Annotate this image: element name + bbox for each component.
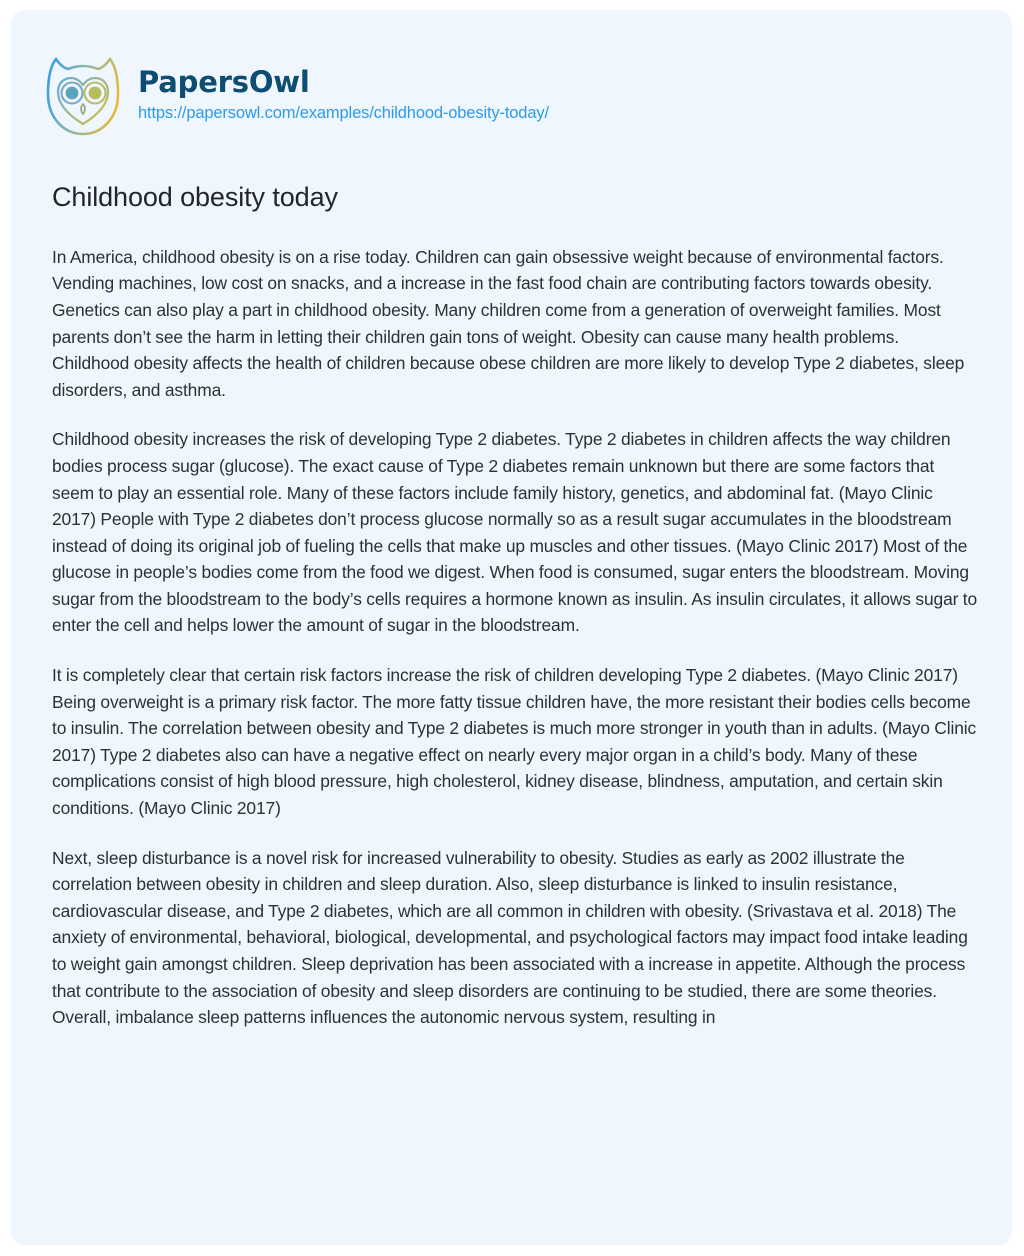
paragraph: Next, sleep disturbance is a novel risk for increased vulnerability to obesity. Studies as early as 2002 illustrate the correlation between obesity in children and sleep duration. Also, sleep disturbance is linked to insulin resistance, cardiovascular disease, and Type 2 diabetes, which are all common in children with obesity. (Srivastava et al. 2018) The anxiety of environmental, behavioral, biological, developmental, and psychological factors may impact food intake leading to weight gain amongst children. Sleep deprivation has been associated with a increase in appetite. Although the process that contribute to the association of obesity and sleep disorders are continuing to be studied, there are some theories. Overall, imbalance sleep patterns influences the autonomic nervous system, resulting in <box>52 847 968 1028</box>
site-header <box>11 10 1012 140</box>
paragraph: In America, childhood obesity is on a rise today. Children can gain obsessive weight because of environmental factors. Vending machines, low cost on snacks, and a increase in the fast food chain are contributing factors towards obesity. Genetics can also play a part in childhood obesity. Many children come from a generation of overweight families. Most parents don’t see the harm in letting their children gain tons of weight. Obesity can cause many health problems. Childhood obesity affects the health of children because obese children are more likely to develop Type 2 diabetes, sleep disorders, and asthma. <box>52 246 965 400</box>
site-url-link[interactable]: https://papersowl.com/examples/childhood-obesity-today/ <box>138 104 549 123</box>
paragraph: It is completely clear that certain risk factors increase the risk of children developing Type 2 diabetes. (Mayo Clinic 2017) Being overweight is a primary risk factor. The more fatty tissue children have, the more resistant their bodies cells become to insulin. The correlation between obesity and Type 2 diabetes is much more stronger in youth than in adults. (Mayo Clinic 2017) Type 2 diabetes also can have a negative effect on nearly every major organ in a child’s body. Many of these complications consist of high blood pressure, high cholesterol, kidney disease, blindness, amputation, and certain skin conditions. (Mayo Clinic 2017) <box>52 665 977 819</box>
paragraph: Childhood obesity increases the risk of developing Type 2 diabetes. Type 2 diabetes in children affects the way children bodies process sugar (glucose). The exact cause of Type 2 diabetes remain unknown but there are some factors that seem to play an essential role. Many of these factors include family history, genetics, and abdominal fat. (Mayo Clinic 2017) People with Type 2 diabetes don’t process glucose normally so as a result sugar accumulates in the bloodstream instead of doing its original job of fueling the cells that make up muscles and other tissues. (Mayo Clinic 2017) Most of the glucose in people’s bodies come from the food we digest. When food is consumed, sugar enters the bloodstream. Moving sugar from the bloodstream to the body’s cells requires a hormone known as insulin. As insulin circulates, it allows sugar to enter the cell and helps lower the amount of sugar in the bloodstream. <box>52 429 978 636</box>
page-title: Childhood obesity today <box>52 182 338 212</box>
owl-logo-icon[interactable] <box>40 48 126 140</box>
brand-block <box>138 65 549 123</box>
brand-name: PapersOwl <box>138 64 310 99</box>
article <box>11 181 1012 1031</box>
article-card <box>11 10 1012 1245</box>
article-body <box>52 244 978 1031</box>
